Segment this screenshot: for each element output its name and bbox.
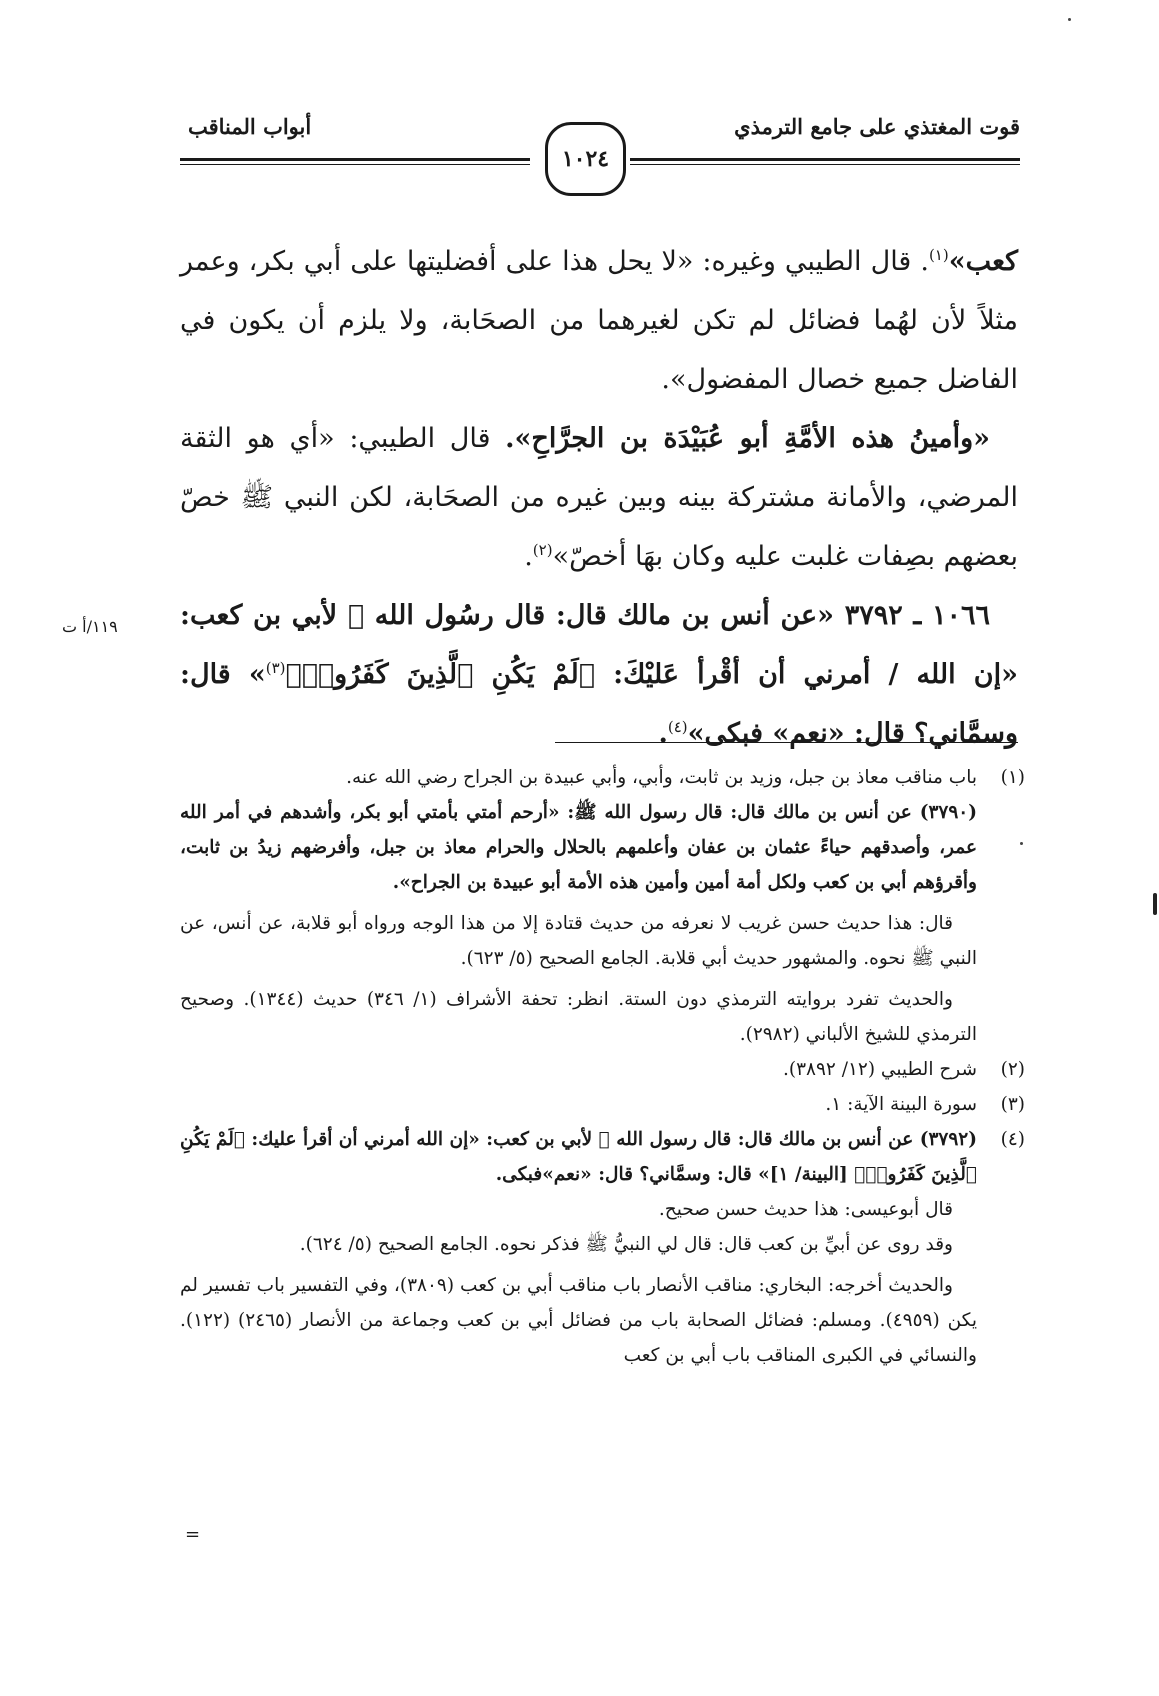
footnote-number: (٤) [1000,1129,1025,1150]
paragraph-text: قال الطيبي: «أي هو الثقة المرضي، والأمانة مشتركة بينه وبين غيره من الصحَابة، لكن النبي ﷺ خصّ بعضهم بصِفات غلبت عليه وكان بهَا أخصّ» [180,423,1018,572]
scan-dot [1020,842,1023,845]
footnotes [180,760,1025,1373]
scan-dot [1068,18,1071,21]
footnote-paragraph: قال: هذا حديث حسن غريب لا نعرفه من حديث قتادة إلا من هذا الوجه ورواه أبو قلابة، عن أنس، عن النبي ﷺ نحوه. والمشهور حديث أبي قلابة. الجامع الصحيح (٥/ ٦٢٣). [180,913,977,969]
footnote-paragraph: والحديث أخرجه: البخاري: مناقب الأنصار باب مناقب أبي بن كعب (٣٨٠٩)، وفي التفسير باب تفسير لم يكن (٤٩٥٩). ومسلم: فضائل الصحابة باب من فضائل أبي بن كعب وجماعة من الأنصار (٢٤٦٥) (١٢٢). والنسائي في الكبرى المناقب باب أبي بن كعب [180,1275,978,1366]
footnote-number: (٣) [1000,1094,1025,1115]
header-rule-left [180,158,530,161]
footnote-body: شرح الطيبي (١٢/ ٣٨٩٢). [782,1059,977,1080]
footnote-3 [180,1087,1025,1122]
chapter-title: أبواب المناقب [188,114,312,139]
footnote-1 [180,760,1025,900]
paragraph-end: . [658,718,668,749]
footnote-ref-1: (١) [928,246,949,264]
bold-span: «وأمينُ هذه الأمَّةِ أبو عُبَيْدَة بن الجرَّاحِ». [505,423,990,454]
footnote-separator [555,742,1018,743]
paragraph-end: . [524,541,533,572]
paragraph-3 [180,586,1018,763]
hadith-text: ١٠٦٦ ـ ٣٧٩٢ «عن أنس بن مالك قال: قال رسُول الله ﷺ لأبي بن كعب: «إن الله / أمرني أن أقْرأ عَليْكَ: ﴿لَمْ يَكُنِ ٱلَّذِينَ كَفَرُوا۟﴾ [180,600,1018,690]
footnote-number: (١) [1000,767,1025,788]
footnote-number: (٢) [1000,1059,1025,1080]
footnote-body [180,1122,977,1227]
hadith-text-cont: » قال: وسمَّاني؟ قال: «نعم» فبكى» [180,659,1018,749]
bold-span: كعب» [948,246,1018,277]
continuation-mark: = [185,1524,201,1545]
footnote-paragraph: وقد روى عن أبيِّ بن كعب قال: قال لي النبيُّ ﷺ فذكر نحوه. الجامع الصحيح (٥/ ٦٢٤). [299,1234,953,1255]
footnote-hadith: (٣٧٩٢) عن أنس بن مالك قال: قال رسول الله ﷺ لأبي بن كعب: «إن الله أمرني أن أقرأ عليك: ﴿لَمْ يَكُنِ ٱلَّذِينَ كَفَرُوا۟﴾ [البينة/ ١]» قال: وسمَّاني؟ قال: «نعم»فبكى. [180,1129,977,1185]
footnote-ref-2: (٢) [532,541,553,559]
footnote-4 [180,1122,1025,1227]
footnote-ref-4: (٤) [667,718,688,736]
page-number: ١٠٢٤ [545,122,626,196]
footnote-2 [180,1052,1025,1087]
footnote-body [180,760,977,900]
book-title: قوت المغتذي على جامع الترمذي [734,114,1020,139]
footnote-paragraph: والحديث تفرد بروايته الترمذي دون الستة. انظر: تحفة الأشراف (١/ ٣٤٦) حديث (١٣٤٤). وصحيح الترمذي للشيخ الألباني (٢٩٨٢). [180,989,977,1045]
header-rule-right [630,158,1020,161]
footnote-line: باب مناقب معاذ بن جبل، وزيد بن ثابت، وأبي، وأبي عبيدة بن الجراح رضي الله عنه. [346,767,977,788]
footnote-hadith: (٣٧٩٠) عن أنس بن مالك قال: قال رسول الله ﷺ: «أرحم أمتي بأمتي أبو بكر، وأشدهم في أمر الله عمر، وأصدقهم حياءً عثمان بن عفان وأعلمهم بالحلال والحرام معاذ بن جبل، وأفرضهم زيدُ بن ثابت، وأقرؤهم أبي بن كعب ولكل أمة أمين وأمين هذه الأمة أبو عبيدة بن الجراح». [180,802,977,893]
footnote-ref-3: (٣) [265,659,286,677]
paragraph-text: . قال الطيبي وغيره: «لا يحل هذا على أفضليتها على أبي بكر، وعمر مثلاً لأن لهُما فضائل لم تكن لغيرهما من الصحَابة، ولا يلزم أن يكون في الفاضل جميع خصال المفضول». [180,246,1019,395]
page-header [180,108,1020,198]
paragraph-2 [180,409,1018,586]
footnote-body: سورة البينة الآية: ١. [825,1094,977,1115]
margin-note: ١١٩/أ ت [62,617,118,636]
main-text [180,232,1018,763]
scan-edge-mark [1153,893,1157,915]
footnote-line: قال أبوعيسى: هذا حديث حسن صحيح. [658,1199,953,1220]
paragraph-1 [180,232,1018,409]
